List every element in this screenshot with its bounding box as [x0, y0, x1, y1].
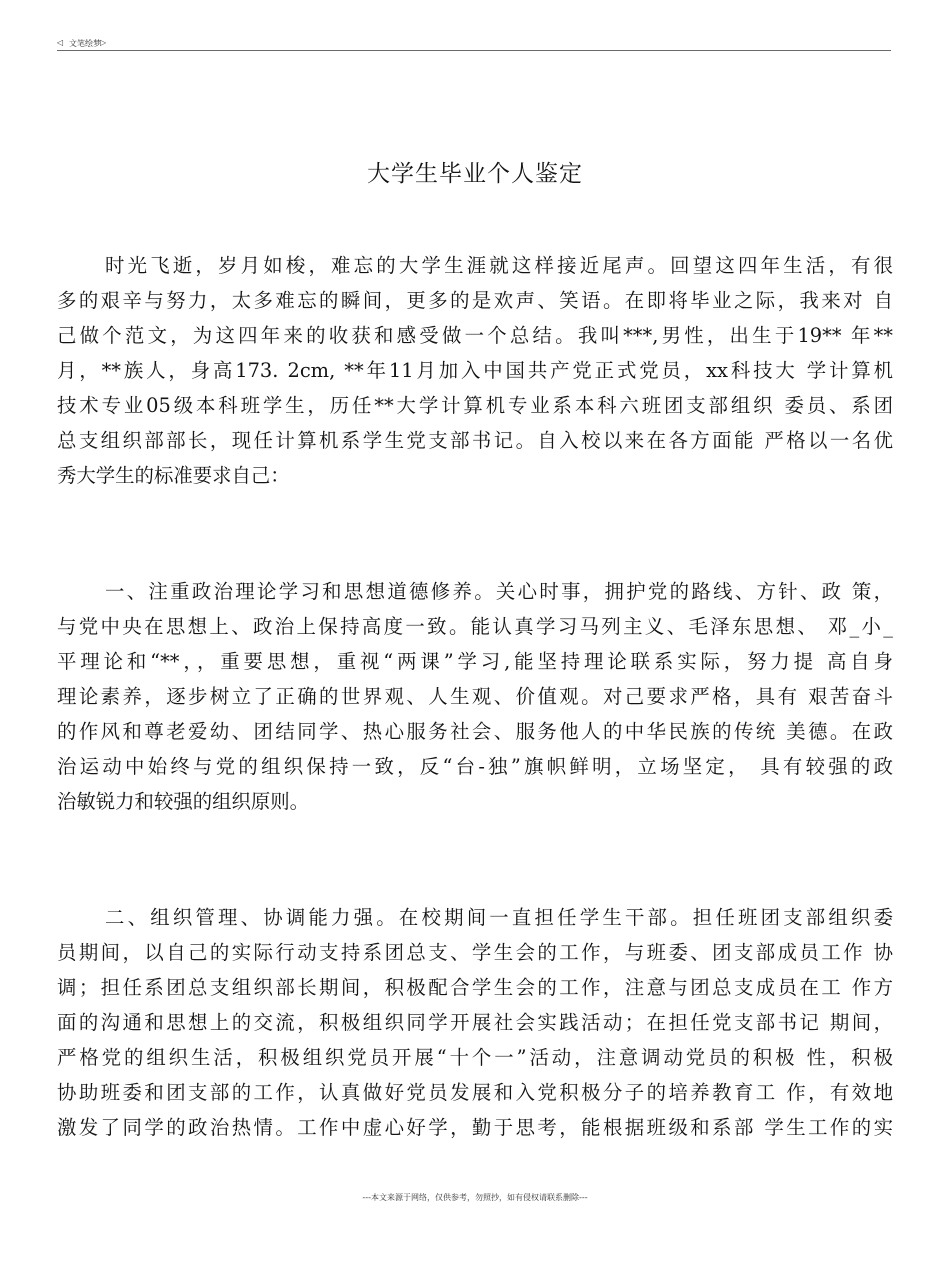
paragraph-line: 治敏锐力和较强的组织原则。: [57, 790, 310, 813]
paragraph-line: 激发了同学的政治热情。工作中虚心好学，勤于思考，能根据班级和系部 学生工作的实: [57, 1116, 893, 1139]
header-label: 文笔绘梦: [69, 39, 101, 48]
right-marker-icon: ▷: [100, 38, 107, 47]
paragraph-line: 时光飞逝，岁月如梭，难忘的大学生涯就这样接近尾声。回望这四年生活，有很: [105, 254, 893, 277]
paragraph-line: 调；担任系团总支组织部长期间，积极配合学生会的工作，注意与团总支成员在工 作方: [57, 976, 893, 999]
paragraph-1: [57, 248, 893, 493]
paragraph-line: 多的艰辛与努力，太多难忘的瞬间，更多的是欢声、笑语。在即将毕业之际，我来对 自: [57, 289, 893, 312]
paragraph-line: 总支组织部部长，现任计算机系学生党支部书记。自入校以来在各方面能 严格以一名优: [57, 429, 893, 452]
left-marker-icon: ◁: [57, 38, 64, 47]
paragraph-line: 秀大学生的标准要求自己：: [57, 464, 290, 487]
paragraph-line: 一、注重政治理论学习和思想道德修养。关心时事，拥护党的路线、方针、政 策，: [105, 580, 893, 603]
paragraph-line: 严格党的组织生活，积极组织党员开展“十个一”活动，注意调动党员的积极 性，积极: [57, 1046, 893, 1069]
paragraph-line: 平理论和“**，，重要思想，重视“两课”学习,能坚持理论联系实际，努力提 高自身: [57, 650, 893, 673]
paragraph-line: 与党中央在思想上、政治上保持高度一致。能认真学习马列主义、毛泽东思想、 邓_小_: [57, 615, 893, 638]
paragraph-line: 员期间，以自己的实际行动支持系团总支、学生会的工作，与班委、团支部成员工作 协: [57, 941, 893, 964]
paragraph-line: 理论素养，逐步树立了正确的世界观、人生观、价值观。对己要求严格，具有 艰苦奋斗: [57, 685, 893, 708]
paragraph-line: 治运动中始终与党的组织保持一致，反“台-独”旗帜鲜明，立场坚定， 具有较强的政: [57, 755, 893, 778]
paragraph-2: [57, 574, 893, 819]
page-header: [57, 36, 891, 51]
paragraph-line: 二、组织管理、协调能力强。在校期间一直担任学生干部。担任班团支部组织委: [105, 906, 893, 929]
paragraph-line: 己做个范文，为这四年来的收获和感受做一个总结。我叫***,男性，出生于19** 年**: [57, 324, 893, 347]
paragraph-line: 月，**族人，身高173. 2cm, **年11月加入中国共产党正式党员，xx科技大 学计算机: [57, 359, 893, 382]
paragraph-line: 技术专业05级本科班学生，历任**大学计算机专业系本科六班团支部组织 委员、系团: [57, 394, 893, 417]
paragraph-line: 的作风和尊老爱幼、团结同学、热心服务社会、服务他人的中华民族的传统 美德。在政: [57, 720, 893, 743]
paragraph-3: [57, 900, 893, 1145]
paragraph-line: 面的沟通和思想上的交流，积极组织同学开展社会实践活动；在担任党支部书记 期间，: [57, 1011, 893, 1034]
paragraph-line: 协助班委和团支部的工作，认真做好党员发展和入党积极分子的培养教育工 作，有效地: [57, 1081, 893, 1104]
page-footer: ---本文来源于网络，仅供参考，勿照抄，如有侵权请联系删除---: [362, 1193, 588, 1202]
document-title: 大学生毕业个人鉴定: [367, 161, 583, 187]
